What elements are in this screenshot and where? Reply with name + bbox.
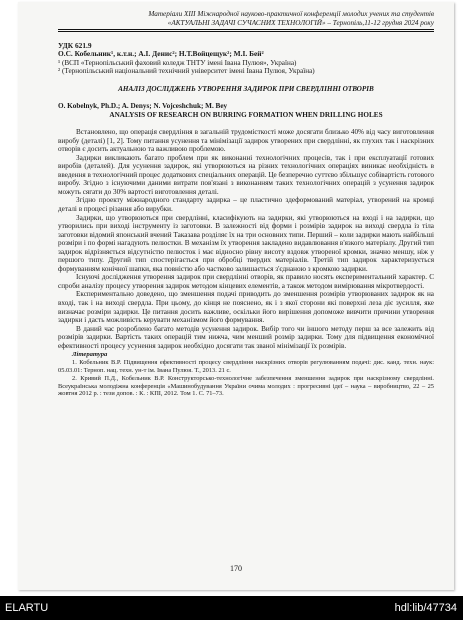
paragraph-7: В даний час розроблено багато методів усунення задирок. Вибір того чи іншого методу перш за все залежить від розмірів задирки. Вартість таких операцій тим нижча, чим менший розмір задирки. Тому для підвищення економічної ефективності процесу усунення задирок необхідно досягати так званої мінімізації їх розмірів. [58,324,434,350]
document-page [18,2,454,590]
handle-link[interactable]: hdl:lib/47734 [394,602,457,614]
repository-label: ELARTU [5,602,49,614]
paragraph-6: Експериментально доведено, що зменшення подачі приводить до зменшення розмірів утворюваних задирок як на вході, так і на виході свердла. При цьому, до кінця не пояснено, як і з якої сторони які поверхні леза діє зусилля, яке визначає розміри задирки. Це питання досить важливе, оскільки його вирішення допоможе вивчити причини утворення задирки і дасть можливість керувати механізмом його формування. [58,290,434,325]
page-content [58,10,434,398]
paragraph-5: Існуючі дослідження утворення задирок при свердлінні отворів, як правило носять експериментальний характер. С спроби аналізу процесу утворення задирок методом кінцевих елементів, а також методом вимірювання мікротвердості. [58,273,434,290]
affiliation-1: ¹ (ВСП «Тернопільський фаховий коледж ТНТУ імені Івана Пулюя», Україна) [58,59,297,67]
header-line-1: Матеріали XIII Міжнародної науково-практичної конференції молодих учених та студентів [148,10,434,18]
footer-bar [0,596,463,620]
authors-ua: О.С. Кобельник¹, к.т.н.; А.І. Денис²; Н.Т.Войцещук²; М.І. Бей² [58,49,264,59]
page-number: 170 [230,564,242,573]
paragraph-1: Встановлено, що операція свердління в загальній трудомісткості може досягати близько 40% від часу виготовлення виробу (деталі) [1, 2]. Тому питання усунення та мінімізації задирок утворених при свердлінні, як глухих так і наскрізних отворів є досить актуальною та важливою проблемою. [58,128,434,154]
title-en: ANALYSIS OF RESEARCH ON BURRING FORMATION WHEN DRILLING HOLES [109,110,383,119]
references-title: Література [72,351,108,359]
udk-code: УДК 621.9 [58,41,92,50]
reference-2: 2. Кривий П.Д., Кобельник В.Р. Конструкторсько-технологічне забезпечення зменшення задирок при наскрізному свердлінні. Всеукраїнська молодіжна конференція «Машинобудування України очима молодих : прогресивні ідеї – наука – виробництво, 22 – 25 жовтня 2012 р. : тези допов. : К. : КПІ, 2012. Том 1. С. 71–73. [58,374,434,398]
authors-en: O. Kobelnyk, Ph.D.; A. Denys; N. Vojceshchuk; M. Bey [58,102,228,111]
paragraph-4: Задирки, що утворюються при свердлінні, класифікують на задирки, які утворюються на вході і на задирки, що утворились при виході інструменту із заготовки. В залежності від форми і розмірів задирок на виході свердла із тіла заготовки відомий японський вчений Таказава розділяє їх на три основних типи. Перший – коли задирки мають найбільші розміри і по формі нагадують пелюстки. В механізм їх утворення закладено видавлювання в'язкого матеріалу. Другий тип задирок відрізняється відсутністю пелюсток і має відносно рівну висоту вздовж утвореної кромки, значно меншу, ніж у першого типу. Другий тип спостерігається при обробці твердих матеріалів. Третій тип задирок характеризується формуванням конічної шапки, яка повністю або частково залишається з'єднаною з кромкою задирки. [58,213,434,273]
conference-header [58,10,434,27]
header-rule-thin [58,31,434,32]
header-line-2: «АКТУАЛЬНІ ЗАДАЧІ СУЧАСНИХ ТЕХНОЛОГІЙ» – Тернопіль,11-12 грудня 2024 року [167,18,434,27]
article-body [58,128,434,350]
paragraph-3: Згідно проекту міжнародного стандарту задирка – це пластично здеформований матеріал, утворений на кромці деталі в процесі різання або вирубки. [58,196,434,213]
reference-1: 1. Кобельник В.Р. Підвищення ефективності процесу свердління наскрізних отворів регулюванням подачі: дис. канд. техн. наук: 05.03.01: Терноп. нац. техн. ун-т ім. Івана Пулюя. Т., 2013. 21 с. [58,359,434,375]
paragraph-2: Задирки викликають багато проблем при як виконанні технологічних процесів, так і при експлуатації готових виробів (деталей). Для усунення задирок, які утворюються на різних технологічних операціях виникає необхідність в введення в технологічний процес додаткових спеціальних операцій. Це безперечно суттєво збільшує собівартість готового виробу. Згідно з існуючими даними витрати пов'язані з виконанням таких технологічних операцій з усунення задирок можуть сягати до 30% вартості виготовлення деталі. [58,153,435,196]
title-ua: АНАЛІЗ ДОСЛІДЖЕНЬ УТВОРЕННЯ ЗАДИРОК ПРИ СВЕРДЛІННІ ОТВОРІВ [118,84,374,93]
header-rule-thick [58,29,434,30]
affiliation-2: ² (Тернопільський національний технічний університет імені Івана Пулюя, Україна) [58,67,315,76]
